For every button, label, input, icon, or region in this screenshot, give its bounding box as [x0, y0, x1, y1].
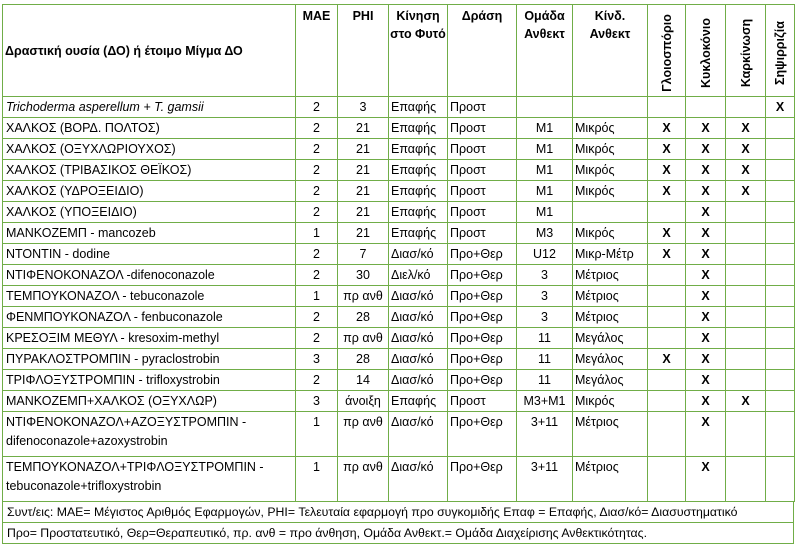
fungicide-table [2, 4, 795, 502]
cell-action: Προστ [448, 391, 517, 412]
cell-action: Προ+Θερ [448, 307, 517, 328]
cell-resistance-risk: Μικρ-Μέτρ [573, 244, 648, 265]
cell-disease-1: X [648, 181, 686, 202]
cell-movement: Επαφής [389, 202, 448, 223]
cell-action: Προ+Θερ [448, 328, 517, 349]
cell-substance: ΜΑΝΚΟΖΕΜΠ - mancozeb [3, 223, 296, 244]
cell-movement: Επαφής [389, 139, 448, 160]
cell-disease-4 [766, 412, 795, 457]
cell-disease-4 [766, 370, 795, 391]
cell-mae: 2 [296, 181, 338, 202]
cell-mae: 2 [296, 118, 338, 139]
cell-disease-2 [686, 97, 726, 118]
cell-phi: 7 [338, 244, 389, 265]
cell-resistance-risk: Μέτριος [573, 265, 648, 286]
cell-mae: 2 [296, 244, 338, 265]
header-phi: PHI [338, 5, 389, 97]
cell-phi: 14 [338, 370, 389, 391]
header-disease-2 [686, 5, 726, 97]
cell-disease-1 [648, 391, 686, 412]
cell-disease-1 [648, 286, 686, 307]
cell-action: Προστ [448, 97, 517, 118]
cell-disease-2: X [686, 328, 726, 349]
table-row [3, 349, 795, 370]
cell-disease-4 [766, 307, 795, 328]
cell-mae: 2 [296, 265, 338, 286]
cell-mae: 2 [296, 139, 338, 160]
cell-disease-3 [726, 349, 766, 370]
table-row [3, 412, 795, 457]
cell-disease-3 [726, 412, 766, 457]
cell-phi: 21 [338, 160, 389, 181]
cell-disease-4 [766, 118, 795, 139]
cell-disease-4 [766, 181, 795, 202]
cell-resistance-risk: Μέτριος [573, 457, 648, 502]
cell-resistance-group: M3 [517, 223, 573, 244]
cell-action: Προστ [448, 202, 517, 223]
cell-disease-3 [726, 286, 766, 307]
cell-resistance-group: 3 [517, 286, 573, 307]
cell-disease-4 [766, 391, 795, 412]
cell-disease-3: X [726, 160, 766, 181]
cell-resistance-risk: Μεγάλος [573, 370, 648, 391]
cell-substance: ΧΑΛΚΟΣ (ΟΞΥΧΛΩΡΙΟΥΧΟΣ) [3, 139, 296, 160]
cell-disease-1: X [648, 160, 686, 181]
table-row [3, 160, 795, 181]
cell-phi: πρ ανθ [338, 457, 389, 502]
header-substance: Δραστική ουσία (ΔΟ) ή έτοιμο Μίγμα ΔΟ [3, 5, 296, 97]
cell-disease-1 [648, 457, 686, 502]
cell-action: Προστ [448, 223, 517, 244]
table-row [3, 307, 795, 328]
cell-resistance-risk [573, 97, 648, 118]
cell-phi: 21 [338, 223, 389, 244]
cell-action: Προ+Θερ [448, 286, 517, 307]
table-row [3, 223, 795, 244]
cell-movement: Επαφής [389, 118, 448, 139]
cell-action: Προ+Θερ [448, 457, 517, 502]
cell-disease-1: X [648, 223, 686, 244]
cell-substance: ΦΕΝΜΠΟΥΚΟΝΑΖΟΛ - fenbuconazole [3, 307, 296, 328]
cell-action: Προ+Θερ [448, 412, 517, 457]
cell-resistance-risk: Μικρός [573, 391, 648, 412]
cell-substance: ΧΑΛΚΟΣ (ΒΟΡΔ. ΠΟΛΤΟΣ) [3, 118, 296, 139]
fungicide-table-container [2, 4, 794, 544]
table-row [3, 181, 795, 202]
cell-resistance-risk: Μικρός [573, 139, 648, 160]
cell-disease-2: X [686, 457, 726, 502]
cell-resistance-risk [573, 202, 648, 223]
cell-resistance-risk: Μεγάλος [573, 349, 648, 370]
cell-resistance-group: M1 [517, 118, 573, 139]
cell-substance: ΝΤΙΦΕΝΟΚΟΝΑΖΟΛ+ΑΖΟΞΥΣΤΡΟΜΠΙΝ - difenoconazole+azoxystrobin [3, 412, 296, 457]
cell-resistance-group [517, 97, 573, 118]
legend-note-2: Προ= Προστατευτικό, Θερ=Θεραπευτικό, πρ. ανθ = προ άνθηση, Ομάδα Ανθεκτ.= Ομάδα Διαχείρισης Ανθεκτικότητας. [2, 523, 794, 544]
cell-disease-1 [648, 97, 686, 118]
cell-movement: Επαφής [389, 97, 448, 118]
cell-resistance-group: M1 [517, 202, 573, 223]
cell-disease-2: X [686, 223, 726, 244]
cell-resistance-group: U12 [517, 244, 573, 265]
table-row [3, 457, 795, 502]
cell-disease-3 [726, 328, 766, 349]
cell-movement: Διασ/κό [389, 412, 448, 457]
cell-disease-4 [766, 457, 795, 502]
cell-disease-4 [766, 139, 795, 160]
cell-resistance-group: M1 [517, 181, 573, 202]
table-row [3, 328, 795, 349]
cell-disease-3 [726, 307, 766, 328]
cell-disease-3 [726, 370, 766, 391]
cell-substance: ΠΥΡΑΚΛΟΣΤΡΟΜΠΙΝ - pyraclostrobin [3, 349, 296, 370]
cell-disease-2: X [686, 160, 726, 181]
cell-disease-3 [726, 97, 766, 118]
cell-resistance-group: 3+11 [517, 457, 573, 502]
cell-disease-3: X [726, 181, 766, 202]
cell-disease-3: X [726, 118, 766, 139]
table-row [3, 244, 795, 265]
cell-disease-2: X [686, 202, 726, 223]
header-action: Δράση [448, 5, 517, 97]
cell-disease-2: X [686, 370, 726, 391]
cell-disease-2: X [686, 412, 726, 457]
cell-substance: ΧΑΛΚΟΣ (ΥΔΡΟΞΕΙΔΙΟ) [3, 181, 296, 202]
cell-resistance-risk: Μικρός [573, 181, 648, 202]
cell-disease-1: X [648, 349, 686, 370]
cell-resistance-risk: Μέτριος [573, 307, 648, 328]
cell-substance: ΤΕΜΠΟΥΚΟΝΑΖΟΛ+ΤΡΙΦΛΟΞΥΣΤΡΟΜΠΙΝ - tebuconazole+trifloxystrobin [3, 457, 296, 502]
cell-phi: 30 [338, 265, 389, 286]
cell-disease-3 [726, 265, 766, 286]
header-disease-2-label: Κυκλοκόνιο [698, 18, 713, 88]
cell-phi: 21 [338, 118, 389, 139]
cell-action: Προ+Θερ [448, 244, 517, 265]
cell-disease-4 [766, 349, 795, 370]
cell-disease-4 [766, 244, 795, 265]
cell-phi: πρ ανθ [338, 286, 389, 307]
cell-phi: 21 [338, 202, 389, 223]
cell-mae: 1 [296, 412, 338, 457]
cell-phi: 3 [338, 97, 389, 118]
cell-mae: 1 [296, 223, 338, 244]
cell-action: Προ+Θερ [448, 349, 517, 370]
cell-resistance-group: M1 [517, 160, 573, 181]
cell-resistance-group: 3 [517, 265, 573, 286]
cell-resistance-group: M1 [517, 139, 573, 160]
header-disease-4 [766, 5, 795, 97]
cell-disease-4 [766, 265, 795, 286]
header-movement: Κίνηση στο Φυτό [389, 5, 448, 97]
cell-resistance-risk: Μικρός [573, 160, 648, 181]
cell-disease-1: X [648, 244, 686, 265]
table-row [3, 265, 795, 286]
cell-movement: Διασ/κό [389, 370, 448, 391]
header-mae: ΜΑΕ [296, 5, 338, 97]
cell-disease-4 [766, 202, 795, 223]
cell-disease-2: X [686, 286, 726, 307]
header-resistance-group: Ομάδα Ανθεκτ [517, 5, 573, 97]
cell-mae: 2 [296, 97, 338, 118]
cell-resistance-group: 3+11 [517, 412, 573, 457]
header-disease-1-label: Γλοιοσπόριο [659, 14, 674, 92]
cell-disease-1 [648, 328, 686, 349]
cell-disease-4 [766, 160, 795, 181]
cell-disease-1 [648, 307, 686, 328]
table-row [3, 118, 795, 139]
cell-movement: Επαφής [389, 160, 448, 181]
cell-disease-2: X [686, 349, 726, 370]
cell-resistance-risk: Μέτριος [573, 286, 648, 307]
cell-disease-1: X [648, 139, 686, 160]
cell-disease-2: X [686, 265, 726, 286]
cell-movement: Διασ/κό [389, 286, 448, 307]
cell-mae: 3 [296, 391, 338, 412]
cell-movement: Διασ/κό [389, 328, 448, 349]
cell-mae: 1 [296, 457, 338, 502]
cell-disease-2: X [686, 307, 726, 328]
table-row [3, 139, 795, 160]
cell-mae: 2 [296, 370, 338, 391]
cell-resistance-group: 11 [517, 370, 573, 391]
cell-mae: 2 [296, 160, 338, 181]
cell-disease-1 [648, 370, 686, 391]
table-row [3, 370, 795, 391]
cell-action: Προστ [448, 160, 517, 181]
cell-disease-4 [766, 286, 795, 307]
cell-disease-1 [648, 202, 686, 223]
cell-substance: ΝΤΙΦΕΝΟΚΟΝΑΖΟΛ -difenoconazole [3, 265, 296, 286]
cell-disease-1 [648, 412, 686, 457]
cell-substance: ΧΑΛΚΟΣ (ΥΠΟΞΕΙΔΙΟ) [3, 202, 296, 223]
cell-phi: πρ ανθ [338, 412, 389, 457]
cell-disease-4: X [766, 97, 795, 118]
cell-disease-2: X [686, 139, 726, 160]
header-disease-3-label: Καρκίνωση [738, 18, 753, 88]
cell-disease-4 [766, 223, 795, 244]
cell-movement: Διασ/κό [389, 307, 448, 328]
cell-disease-4 [766, 328, 795, 349]
cell-disease-3 [726, 223, 766, 244]
cell-substance: ΤΕΜΠΟΥΚΟΝΑΖΟΛ - tebuconazole [3, 286, 296, 307]
cell-movement: Διελ/κό [389, 265, 448, 286]
cell-disease-2: X [686, 181, 726, 202]
cell-substance: ΤΡΙΦΛΟΞΥΣΤΡΟΜΠΙΝ - trifloxystrobin [3, 370, 296, 391]
cell-disease-3 [726, 202, 766, 223]
cell-substance: ΝΤΟΝΤΙΝ - dodine [3, 244, 296, 265]
header-resistance-risk: Κίνδ. Ανθεκτ [573, 5, 648, 97]
table-row [3, 286, 795, 307]
cell-mae: 3 [296, 349, 338, 370]
cell-disease-3: X [726, 391, 766, 412]
cell-substance: ΧΑΛΚΟΣ (ΤΡΙΒΑΣΙΚΟΣ ΘΕΪΚΟΣ) [3, 160, 296, 181]
cell-phi: πρ ανθ [338, 328, 389, 349]
cell-mae: 2 [296, 328, 338, 349]
cell-action: Προστ [448, 139, 517, 160]
header-disease-4-label: Σηψιρριζία [773, 21, 787, 85]
cell-movement: Επαφής [389, 181, 448, 202]
cell-disease-1 [648, 265, 686, 286]
cell-movement: Επαφής [389, 223, 448, 244]
cell-mae: 2 [296, 307, 338, 328]
cell-movement: Επαφής [389, 391, 448, 412]
table-row [3, 202, 795, 223]
cell-phi: 28 [338, 349, 389, 370]
cell-resistance-group: 11 [517, 349, 573, 370]
cell-resistance-risk: Μικρός [573, 223, 648, 244]
cell-disease-1: X [648, 118, 686, 139]
header-disease-3 [726, 5, 766, 97]
cell-resistance-risk: Μέτριος [573, 412, 648, 457]
cell-resistance-group: 11 [517, 328, 573, 349]
cell-action: Προ+Θερ [448, 265, 517, 286]
cell-movement: Διασ/κό [389, 349, 448, 370]
cell-phi: 21 [338, 139, 389, 160]
cell-phi: 28 [338, 307, 389, 328]
cell-resistance-group: 3 [517, 307, 573, 328]
cell-resistance-risk: Μικρός [573, 118, 648, 139]
legend-note-1: Συντ/εις: ΜΑΕ= Μέγιστος Αριθμός Εφαρμογών, PHI= Τελευταία εφαρμογή προ συγκομιδής Επαφ = Επαφής, Διασ/κό= Διασυστηματικό [2, 502, 794, 523]
cell-phi: άνοιξη [338, 391, 389, 412]
header-disease-1 [648, 5, 686, 97]
cell-mae: 1 [296, 286, 338, 307]
cell-action: Προστ [448, 181, 517, 202]
cell-disease-2: X [686, 118, 726, 139]
cell-disease-3: X [726, 139, 766, 160]
table-body [3, 97, 795, 502]
cell-disease-2: X [686, 244, 726, 265]
cell-action: Προ+Θερ [448, 370, 517, 391]
cell-phi: 21 [338, 181, 389, 202]
header-row [3, 5, 795, 97]
table-row [3, 97, 795, 118]
cell-substance: Trichoderma asperellum + T. gamsii [3, 97, 296, 118]
cell-movement: Διασ/κό [389, 244, 448, 265]
cell-action: Προστ [448, 118, 517, 139]
cell-resistance-risk: Μεγάλος [573, 328, 648, 349]
cell-movement: Διασ/κό [389, 457, 448, 502]
cell-mae: 2 [296, 202, 338, 223]
cell-substance: ΚΡΕΣΟΞΙΜ ΜΕΘΥΛ - kresoxim-methyl [3, 328, 296, 349]
cell-substance: ΜΑΝΚΟΖΕΜΠ+ΧΑΛΚΟΣ (ΟΞΥΧΛΩΡ) [3, 391, 296, 412]
cell-disease-2: X [686, 391, 726, 412]
table-row [3, 391, 795, 412]
cell-disease-3 [726, 244, 766, 265]
cell-disease-3 [726, 457, 766, 502]
cell-resistance-group: M3+M1 [517, 391, 573, 412]
